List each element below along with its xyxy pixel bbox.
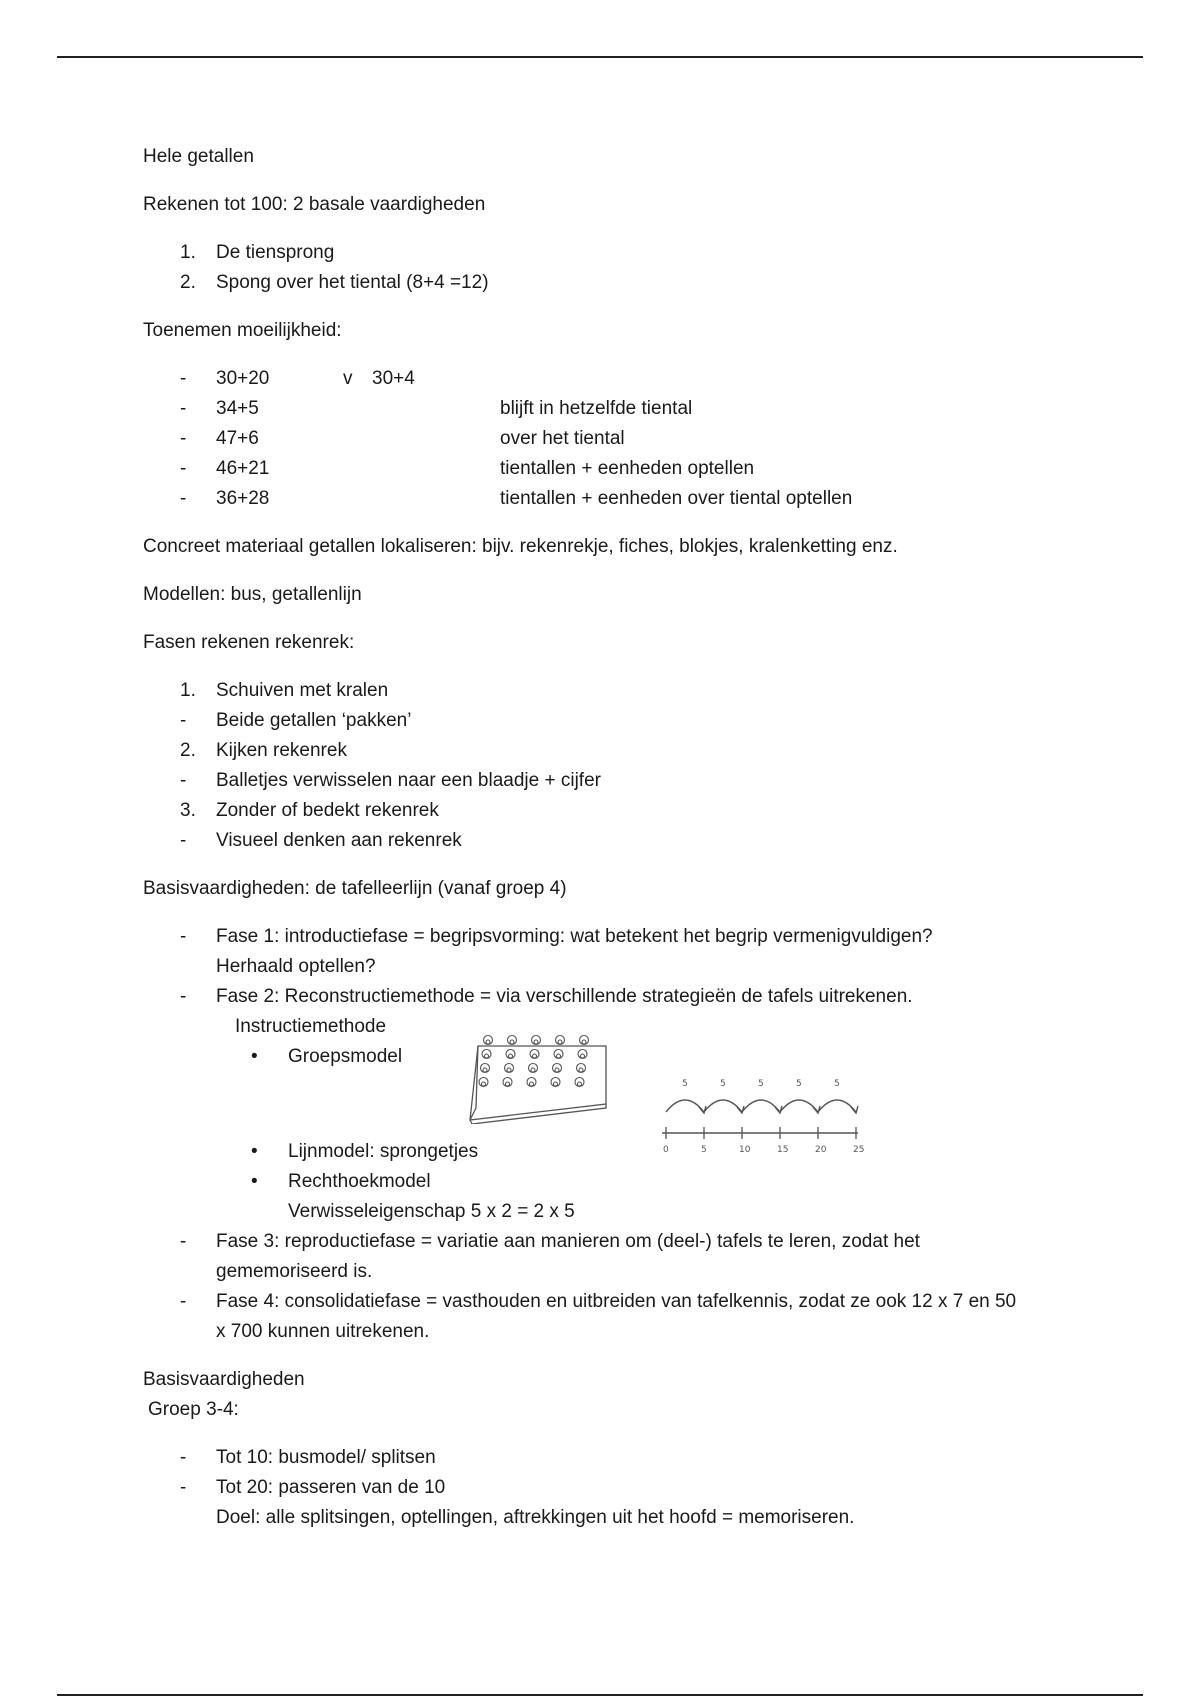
- list-item: [143, 736, 1103, 766]
- sum-description: over het tiental: [500, 428, 625, 449]
- verwissel-line: [143, 1197, 1103, 1227]
- group-model-illustration: [466, 1034, 612, 1124]
- list-marker: 2.: [180, 740, 196, 761]
- list-marker: -: [180, 926, 187, 947]
- fase2-text: Fase 2: Reconstructiemethode = via verschillende strategieën de tafels uitrekenen.: [216, 986, 913, 1007]
- bead-dot-inner: [483, 1068, 487, 1072]
- tick-label: 20: [815, 1145, 827, 1155]
- bead-dot-inner: [506, 1082, 510, 1086]
- sum-text: 46+21: [216, 458, 270, 479]
- doel-text: Doel: alle splitsingen, optellingen, aftrekkingen uit het hoofd = memoriseren.: [216, 1507, 855, 1528]
- list-item-continuation: [143, 1257, 1103, 1287]
- list-text: Tot 10: busmodel/ splitsen: [216, 1447, 436, 1468]
- list-marker: -: [180, 458, 187, 479]
- sum-text: 30+4: [372, 368, 415, 389]
- footer-rule: [57, 1694, 1143, 1696]
- groepsmodel-label: Groepsmodel: [288, 1046, 403, 1067]
- bead-dot-inner: [554, 1082, 558, 1086]
- groep-label: Groep 3-4:: [148, 1399, 239, 1420]
- jump-label: 5: [682, 1079, 688, 1089]
- jump-arc: [780, 1100, 818, 1112]
- sum-text: 34+5: [216, 398, 259, 419]
- list-marker: -: [180, 710, 187, 731]
- list-text: De tiensprong: [216, 242, 335, 263]
- fase3-text: Fase 3: reproductiefase = variatie aan manieren om (deel-) tafels te leren, zodat het: [216, 1231, 920, 1252]
- modellen-paragraph: Modellen: bus, getallenlijn: [143, 584, 362, 605]
- bullet-item: [143, 1042, 1103, 1072]
- list-marker: -: [180, 428, 187, 449]
- bead-dot-inner: [482, 1082, 486, 1086]
- sum-description: tientallen + eenheden optellen: [500, 458, 755, 479]
- list-item: [143, 1443, 1103, 1473]
- list-marker: -: [180, 770, 187, 791]
- list-marker: 3.: [180, 800, 196, 821]
- list-marker: -: [180, 1291, 187, 1312]
- fase1-text-continued: Herhaald optellen?: [216, 956, 376, 977]
- jump-arc: [818, 1100, 856, 1112]
- sum-text: 30+20: [216, 368, 270, 389]
- list-item: [143, 394, 1103, 424]
- document-body: [143, 142, 1103, 1533]
- list-item-continuation: [143, 952, 1103, 982]
- bullet-marker: •: [251, 1046, 258, 1067]
- fase4-text: Fase 4: consolidatiefase = vasthouden en uitbreiden van tafelkennis, zodat ze ook 12 x 7 en 50: [216, 1291, 1017, 1312]
- tick-label: 0: [663, 1145, 669, 1155]
- tafel-title: Basisvaardigheden: de tafelleerlijn (vanaf groep 4): [143, 878, 567, 899]
- sum-text: 36+28: [216, 488, 270, 509]
- list-text: Tot 20: passeren van de 10: [216, 1477, 446, 1498]
- list-marker: -: [180, 830, 187, 851]
- group-model-sketch: [466, 1034, 612, 1124]
- bead-dot-inner: [531, 1068, 535, 1072]
- sum-text: 47+6: [216, 428, 259, 449]
- bullet-marker: •: [251, 1141, 258, 1162]
- line-model-illustration: [656, 1074, 866, 1160]
- list-marker: -: [180, 1447, 187, 1468]
- moeilijkheid-title: Toenemen moeilijkheid:: [143, 320, 342, 341]
- verwisseleigenschap-text: Verwisseleigenschap 5 x 2 = 2 x 5: [288, 1201, 575, 1222]
- list-item: [143, 364, 1103, 394]
- bead-dot-inner: [581, 1054, 585, 1058]
- list-text: Beide getallen ‘pakken’: [216, 710, 412, 731]
- fasen-title: Fasen rekenen rekenrek:: [143, 632, 355, 653]
- bead-dot-inner: [557, 1054, 561, 1058]
- lijnmodel-label: Lijnmodel: sprongetjes: [288, 1141, 479, 1162]
- bullet-item: [143, 1137, 1103, 1167]
- bead-dot-inner: [485, 1054, 489, 1058]
- list-text: Zonder of bedekt rekenrek: [216, 800, 439, 821]
- list-item: [143, 826, 1103, 856]
- list-marker: -: [180, 398, 187, 419]
- rekenen-title: Rekenen tot 100: 2 basale vaardigheden: [143, 194, 486, 215]
- list-item: [143, 706, 1103, 736]
- bead-dot-inner: [578, 1082, 582, 1086]
- bead-dot-inner: [533, 1054, 537, 1058]
- list-item: [143, 424, 1103, 454]
- bullet-item: [143, 1167, 1103, 1197]
- list-item: [143, 922, 1103, 952]
- bead-dot-inner: [509, 1054, 513, 1058]
- list-marker: 2.: [180, 272, 196, 293]
- bead-dot-inner: [534, 1040, 538, 1044]
- instructie-label: Instructiemethode: [235, 1016, 387, 1037]
- list-marker: -: [180, 1477, 187, 1498]
- tick-label: 5: [701, 1145, 707, 1155]
- list-item: [143, 484, 1103, 514]
- list-item: [143, 268, 1103, 298]
- bullet-marker: •: [251, 1171, 258, 1192]
- list-item: [143, 454, 1103, 484]
- jump-arc: [666, 1100, 704, 1112]
- list-item: [143, 766, 1103, 796]
- bead-dot-inner: [510, 1040, 514, 1044]
- doel-line: [143, 1503, 1103, 1533]
- jump-label: 5: [720, 1079, 726, 1089]
- basis-title: Basisvaardigheden: [143, 1369, 305, 1390]
- list-marker: 1.: [180, 680, 196, 701]
- tick-label: 10: [739, 1145, 751, 1155]
- tick-label: 15: [777, 1145, 789, 1155]
- list-item: [143, 796, 1103, 826]
- list-item: [143, 676, 1103, 706]
- list-item: [143, 982, 1103, 1012]
- sum-description: blijft in hetzelfde tiental: [500, 398, 693, 419]
- list-marker: -: [180, 368, 187, 389]
- jump-arc: [704, 1100, 742, 1112]
- list-text: Balletjes verwisselen naar een blaadje + cijfer: [216, 770, 601, 791]
- jump-arc: [742, 1100, 780, 1112]
- concreet-paragraph: Concreet materiaal getallen lokaliseren: bijv. rekenrekje, fiches, blokjes, kralenketting enz.: [143, 536, 898, 557]
- sum-description: tientallen + eenheden over tiental optellen: [500, 488, 853, 509]
- instructie-line: [143, 1012, 1103, 1042]
- list-item: [143, 238, 1103, 268]
- list-text: Schuiven met kralen: [216, 680, 389, 701]
- list-marker: 1.: [180, 242, 196, 263]
- rechthoekmodel-label: Rechthoekmodel: [288, 1171, 431, 1192]
- list-text: Visueel denken aan rekenrek: [216, 830, 462, 851]
- line-model-sketch: [656, 1074, 866, 1160]
- fase4-text-continued: x 700 kunnen uitrekenen.: [216, 1321, 430, 1342]
- page-heading: Hele getallen: [143, 146, 254, 167]
- list-marker: -: [180, 1231, 187, 1252]
- list-item: [143, 1473, 1103, 1503]
- list-marker: -: [180, 986, 187, 1007]
- list-marker: -: [180, 488, 187, 509]
- bead-dot-inner: [530, 1082, 534, 1086]
- versus-text: v: [343, 368, 353, 389]
- bead-dot-inner: [507, 1068, 511, 1072]
- bead-dot-inner: [486, 1040, 490, 1044]
- list-text: Spong over het tiental (8+4 =12): [216, 272, 489, 293]
- bead-dot-inner: [579, 1068, 583, 1072]
- tick-label: 25: [853, 1145, 865, 1155]
- jump-label: 5: [796, 1079, 802, 1089]
- fase3-text-continued: gememoriseerd is.: [216, 1261, 373, 1282]
- bead-dot-inner: [582, 1040, 586, 1044]
- fase1-text: Fase 1: introductiefase = begripsvorming: wat betekent het begrip vermenigvuldigen?: [216, 926, 933, 947]
- header-rule: [57, 56, 1143, 58]
- list-text: Kijken rekenrek: [216, 740, 347, 761]
- jump-label: 5: [758, 1079, 764, 1089]
- jump-label: 5: [834, 1079, 840, 1089]
- list-item: [143, 1287, 1103, 1317]
- list-item: [143, 1227, 1103, 1257]
- bead-dot-inner: [558, 1040, 562, 1044]
- list-item-continuation: [143, 1317, 1103, 1347]
- bead-dot-inner: [555, 1068, 559, 1072]
